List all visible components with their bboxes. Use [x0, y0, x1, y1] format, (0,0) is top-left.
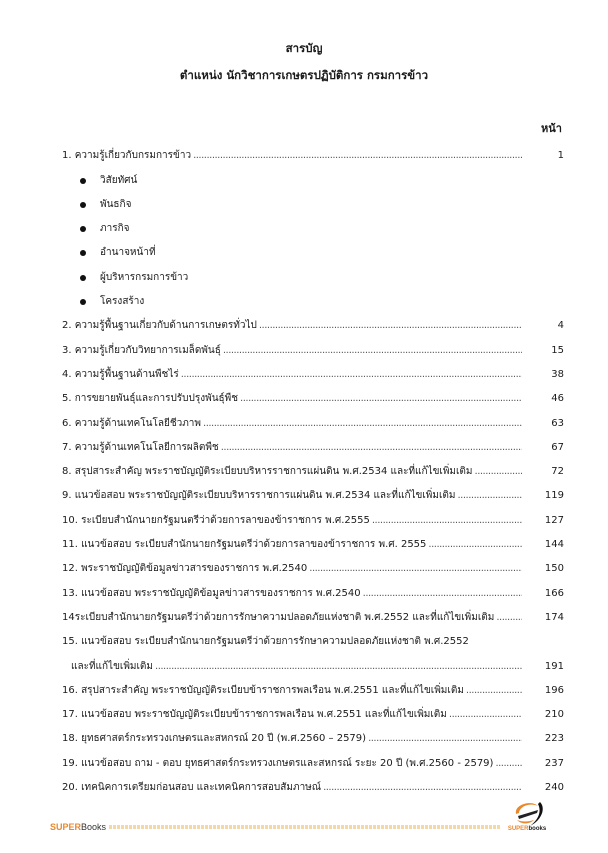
- superbooks-logo: [502, 798, 552, 838]
- footer-divider: [109, 825, 500, 829]
- bullet-icon: [80, 275, 86, 281]
- page-number: 191: [544, 660, 564, 672]
- bullet-icon: [80, 202, 86, 208]
- page-number: 67: [551, 441, 564, 453]
- leader-dots: [449, 708, 522, 722]
- toc-item[interactable]: 8. สรุปสาระสำคัญ พระราชบัญญัติระเบียบบริหารราชการแผ่นดิน พ.ศ.2534 และที่แก้ไขเพิ่มเติม ..... 72: [62, 455, 572, 479]
- leader-dots: [223, 344, 522, 358]
- leader-dots: [309, 562, 522, 576]
- toc-item[interactable]: 10. ระเบียบสำนักนายกรัฐมนตรีว่าด้วยการลาของข้าราชการ พ.ศ.2555 ..... 127: [62, 503, 572, 527]
- leader-dots: [458, 489, 523, 503]
- swoosh-logo-icon: [502, 798, 552, 828]
- page-number: 119: [544, 490, 564, 502]
- position-subtitle: ตำแหน่ง นักวิชาการเกษตรปฏิบัติการ กรมการข้าว: [179, 68, 429, 82]
- toc-item[interactable]: 9. แนวข้อสอบ พระราชบัญญัติระเบียบบริหารราชการแผ่นดิน พ.ศ.2534 และที่แก้ไขเพิ่มเติม ..... 119: [62, 479, 572, 503]
- toc-title: สารบัญ: [285, 41, 323, 55]
- page-number: 4: [557, 320, 564, 332]
- page-number: 174: [544, 611, 564, 623]
- sub-item[interactable]: โครงสร้าง: [62, 285, 572, 309]
- toc-item[interactable]: 7. ความรู้ด้านเทคโนโลยีการผลิตพืช ..... 67: [62, 431, 572, 455]
- page-number: 210: [544, 709, 564, 721]
- page-number: 240: [544, 782, 564, 794]
- leader-dots: [368, 732, 522, 746]
- page-number: 63: [551, 417, 564, 429]
- page-number: 38: [551, 368, 564, 380]
- sub-item[interactable]: อำนาจหน้าที่: [62, 236, 572, 260]
- toc-item[interactable]: 18. ยุทธศาสตร์กระทรวงเกษตรและสหกรณ์ 20 ปี (พ.ศ.2560 – 2579) ..... 223: [62, 722, 572, 746]
- bullet-icon: [80, 226, 86, 232]
- leader-dots: [466, 684, 522, 698]
- toc-item[interactable]: 20. เทคนิคการเตรียมก่อนสอบ และเทคนิคการสอบสัมภาษณ์ ..... 240: [62, 771, 572, 795]
- page-number: 144: [544, 539, 564, 551]
- toc-item[interactable]: 6. ความรู้ด้านเทคโนโลยีชีวภาพ ..... 63: [62, 406, 572, 430]
- toc-item[interactable]: 12. พระราชบัญญัติข้อมูลข่าวสารของราชการ พ.ศ.2540 ..... 150: [62, 552, 572, 576]
- leader-dots: [193, 149, 522, 163]
- page-number: 72: [551, 466, 564, 478]
- page-number: 46: [551, 393, 564, 405]
- leader-dots: [203, 417, 522, 431]
- bullet-icon: [80, 178, 86, 184]
- bullet-icon: [80, 250, 86, 256]
- sub-item[interactable]: พันธกิจ: [62, 188, 572, 212]
- leader-dots: [496, 611, 522, 625]
- logo-wordmark: SUPERbooks: [507, 826, 547, 832]
- page-number: 150: [544, 563, 564, 575]
- leader-dots: [181, 368, 522, 382]
- toc-item-multiline[interactable]: 15. แนวข้อสอบ ระเบียบสำนักนายกรัฐมนตรีว่าด้วยการรักษาความปลอดภัยแห่งชาติ พ.ศ.2552 และที่แก้ไขเพิ่มเติม ..... 191: [62, 625, 572, 674]
- toc-item[interactable]: 16. สรุปสาระสำคัญ พระราชบัญญัติระเบียบข้าราชการพลเรือน พ.ศ.2551 และที่แก้ไขเพิ่มเติม ..... 196: [62, 674, 572, 698]
- page-column-header: หน้า: [541, 122, 562, 135]
- bullet-icon: [80, 299, 86, 305]
- toc-item[interactable]: 11. แนวข้อสอบ ระเบียบสำนักนายกรัฐมนตรีว่าด้วยการลาของข้าราชการ พ.ศ. 2555 ..... 144: [62, 528, 572, 552]
- toc-item[interactable]: 13. แนวข้อสอบ พระราชบัญญัติข้อมูลข่าวสารของราชการ พ.ศ.2540 ..... 166: [62, 576, 572, 600]
- toc-item[interactable]: 1. ความรู้เกี่ยวกับกรมการข้าว ..... 1: [62, 139, 572, 163]
- leader-dots: [155, 660, 522, 674]
- footer-brand: SUPERBooks: [50, 822, 107, 832]
- page-number: 15: [551, 344, 564, 356]
- toc-item[interactable]: 17. แนวข้อสอบ พระราชบัญญัติระเบียบข้าราชการพลเรือน พ.ศ.2551 และที่แก้ไขเพิ่มเติม ..... 210: [62, 698, 572, 722]
- toc-item[interactable]: 2. ความรู้พื้นฐานเกี่ยวกับด้านการเกษตรทั่วไป ..... 4: [62, 309, 572, 333]
- toc-item[interactable]: 19. แนวข้อสอบ ถาม - ตอบ ยุทธศาสตร์กระทรวงเกษตรและสหกรณ์ ระยะ 20 ปี (พ.ศ.2560 - 2579) ..... 237: [62, 746, 572, 770]
- page-number: 223: [544, 733, 564, 745]
- toc-item[interactable]: 4. ความรู้พื้นฐานด้านพืชไร่ ..... 38: [62, 358, 572, 382]
- leader-dots: [259, 319, 522, 333]
- toc-item[interactable]: 5. การขยายพันธุ์และการปรับปรุงพันธุ์พืช ..... 46: [62, 382, 572, 406]
- sub-item[interactable]: วิสัยทัศน์: [62, 163, 572, 187]
- table-of-contents: [62, 139, 572, 795]
- sub-item[interactable]: ผู้บริหารกรมการข้าว: [62, 260, 572, 284]
- page-footer: [50, 821, 500, 833]
- page-number: 166: [544, 587, 564, 599]
- page-number: 1: [557, 150, 564, 162]
- leader-dots: [475, 465, 522, 479]
- leader-dots: [495, 757, 522, 771]
- leader-dots: [221, 441, 522, 455]
- leader-dots: [240, 392, 522, 406]
- toc-item[interactable]: 3. ความรู้เกี่ยวกับวิทยาการเมล็ดพันธุ์ ..... 15: [62, 333, 572, 357]
- page-number: 237: [544, 757, 564, 769]
- leader-dots: [372, 514, 522, 528]
- sub-item[interactable]: ภารกิจ: [62, 212, 572, 236]
- toc-item[interactable]: 14ระเบียบสำนักนายกรัฐมนตรีว่าด้วยการรักษาความปลอดภัยแห่งชาติ พ.ศ.2552 และที่แก้ไขเพิ่มเติม ..... 174: [62, 601, 572, 625]
- leader-dots: [363, 587, 522, 601]
- leader-dots: [428, 538, 522, 552]
- page-number: 127: [544, 514, 564, 526]
- page-number: 196: [544, 684, 564, 696]
- leader-dots: [323, 781, 522, 795]
